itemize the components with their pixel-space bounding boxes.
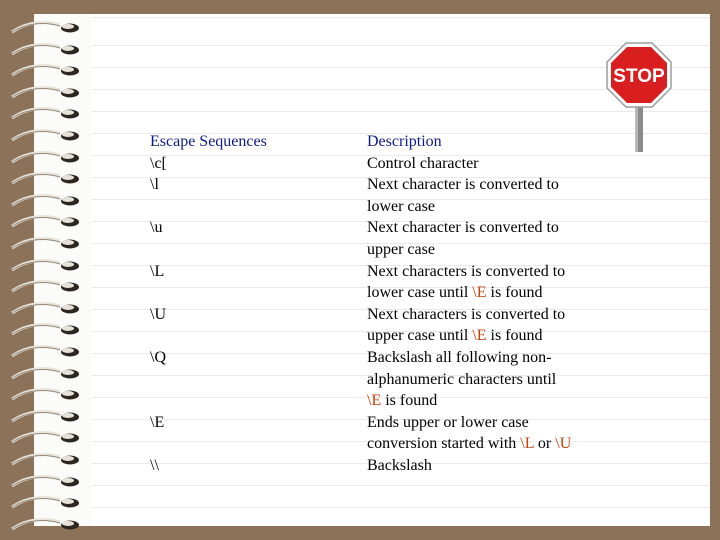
escape-sequence-row — [150, 347, 340, 412]
coil-ring — [10, 20, 80, 34]
coil-ring — [10, 214, 80, 228]
description-row — [367, 261, 607, 304]
escape-sequence-row — [150, 455, 340, 477]
description-text: Backslash all following non- — [367, 348, 552, 366]
description-header: Description — [367, 133, 442, 150]
description-line — [367, 239, 607, 261]
escape-code-highlight: \L — [520, 435, 534, 453]
escape-sequence: \c[ — [150, 154, 167, 172]
description-row — [367, 217, 607, 260]
description-column — [367, 131, 607, 477]
description-line — [367, 433, 607, 455]
description-text: is found — [486, 284, 543, 302]
description-text: lower case — [367, 197, 435, 215]
description-row — [367, 153, 607, 175]
description-row — [367, 304, 607, 347]
coil-ring — [10, 128, 80, 142]
escape-sequence: \U — [150, 305, 166, 323]
coil-ring — [10, 63, 80, 77]
description-line — [367, 325, 607, 347]
description-text: alphanumeric characters until — [367, 370, 557, 388]
description-text: conversion started with — [367, 435, 521, 453]
description-line — [367, 412, 607, 434]
coil-ring — [10, 236, 80, 250]
description-text: or — [533, 435, 556, 453]
stop-sign-icon — [604, 40, 674, 152]
description-text: Next characters is converted to — [367, 262, 566, 280]
description-text: upper case until — [367, 327, 473, 345]
escape-sequence: \u — [150, 219, 163, 237]
description-text: Next character is converted to — [367, 219, 559, 237]
description-row — [367, 347, 607, 412]
coil-ring — [10, 495, 80, 509]
coil-ring — [10, 430, 80, 444]
coil-ring — [10, 258, 80, 272]
description-line — [367, 390, 607, 412]
escape-sequence-row — [150, 412, 340, 455]
description-text: Control character — [367, 154, 479, 172]
coil-ring — [10, 366, 80, 380]
stop-sign-text: STOP — [613, 66, 665, 87]
coil-ring — [10, 387, 80, 401]
coil-ring — [10, 171, 80, 185]
description-text: upper case — [367, 240, 435, 258]
escape-sequence: \Q — [150, 348, 166, 366]
description-text: is found — [486, 327, 543, 345]
description-line — [367, 153, 607, 175]
description-row — [367, 412, 607, 455]
coil-ring — [10, 409, 80, 423]
description-line — [367, 261, 607, 283]
coil-ring — [10, 517, 80, 531]
escape-sequence-row — [150, 261, 340, 304]
escape-sequence: \E — [150, 413, 165, 431]
coil-ring — [10, 150, 80, 164]
coil-ring — [10, 106, 80, 120]
description-line — [367, 455, 607, 477]
description-line — [367, 369, 607, 391]
coil-ring — [10, 279, 80, 293]
coil-ring — [10, 85, 80, 99]
coil-ring — [10, 474, 80, 488]
coil-ring — [10, 193, 80, 207]
description-line — [367, 304, 607, 326]
escape-code-highlight: \U — [555, 435, 572, 453]
description-text: Next characters is converted to — [367, 305, 566, 323]
escape-sequence: \\ — [150, 456, 159, 474]
escape-sequence-row — [150, 217, 340, 260]
description-line — [367, 217, 607, 239]
escape-sequence-row — [150, 174, 340, 217]
escape-code-highlight: \E — [472, 284, 487, 302]
description-line — [367, 174, 607, 196]
coil-ring — [10, 344, 80, 358]
description-text: Backslash — [367, 456, 432, 474]
escape-sequence: \l — [150, 176, 159, 194]
escape-code-highlight: \E — [472, 327, 487, 345]
coil-ring — [10, 42, 80, 56]
description-line — [367, 282, 607, 304]
description-text: lower case until — [367, 284, 473, 302]
escape-sequence: \L — [150, 262, 165, 280]
description-text: Next character is converted to — [367, 176, 559, 194]
description-row — [367, 455, 607, 477]
coil-ring — [10, 452, 80, 466]
escape-sequence-row — [150, 153, 340, 175]
description-text: Ends upper or lower case — [367, 413, 529, 431]
description-line — [367, 196, 607, 218]
escape-sequence-row — [150, 304, 340, 347]
coil-ring — [10, 301, 80, 315]
escape-code-highlight: \E — [367, 392, 382, 410]
description-row — [367, 174, 607, 217]
escape-sequence-column — [150, 131, 340, 477]
coil-ring — [10, 322, 80, 336]
description-text: is found — [381, 392, 438, 410]
description-line — [367, 347, 607, 369]
escape-sequences-header: Escape Sequences — [150, 133, 267, 150]
